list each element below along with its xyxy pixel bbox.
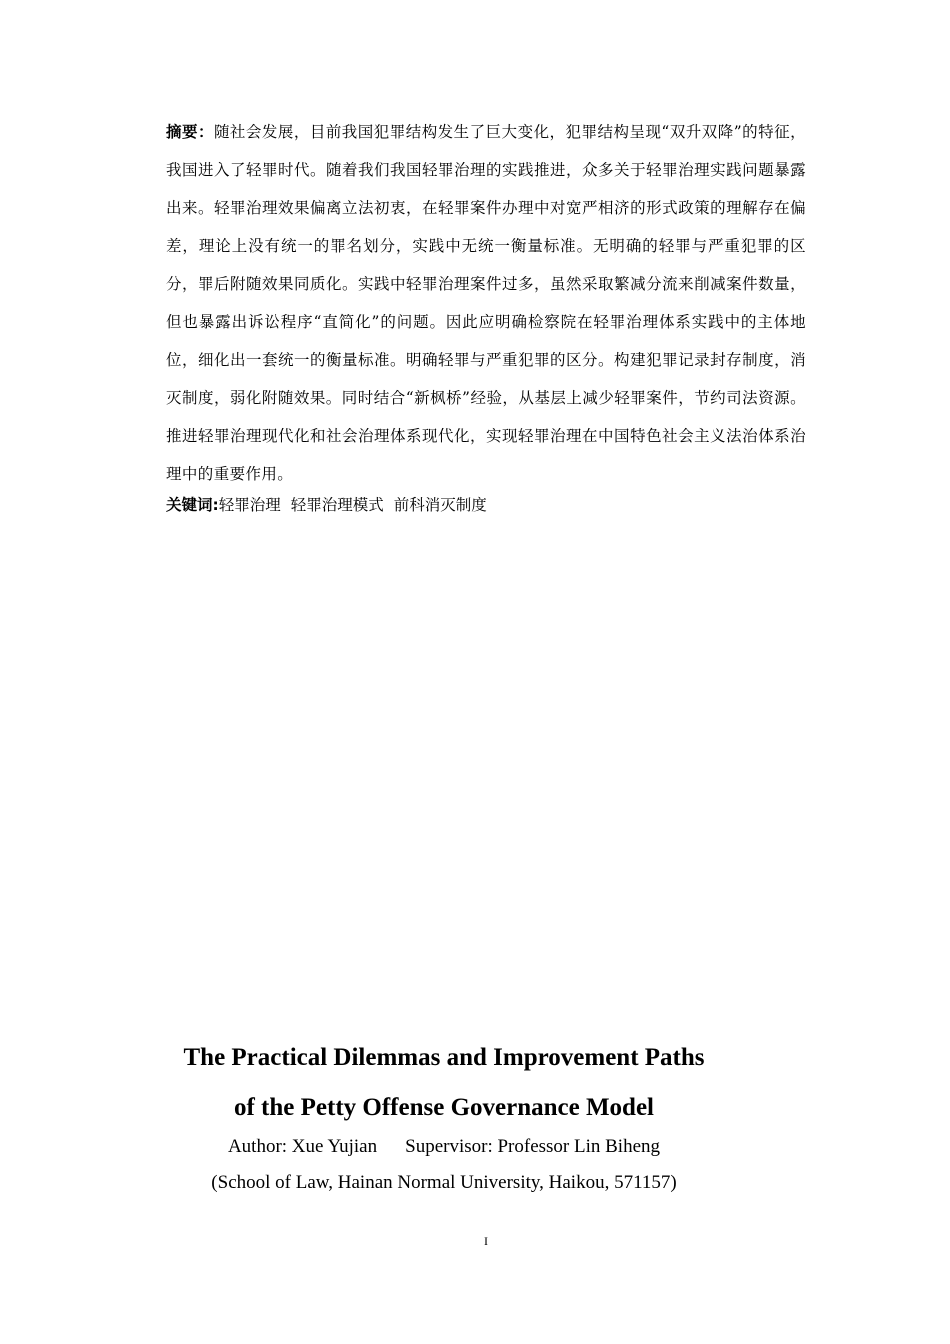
- abstract-label: 摘要：: [166, 123, 214, 141]
- keyword-item: 前科消灭制度: [393, 496, 487, 514]
- english-title-line-2: of the Petty Offense Governance Model: [233, 1094, 655, 1121]
- supervisor-name: Supervisor: Professor Lin Biheng: [405, 1136, 661, 1157]
- english-title-line-1: The Practical Dilemmas and Improvement Paths: [183, 1044, 705, 1071]
- author-name: Author: Xue Yujian: [227, 1136, 378, 1157]
- abstract-text: 随社会发展，目前我国犯罪结构发生了巨大变化，犯罪结构呈现“双升双降”的特征，我国进入了轻罪时代。随着我们我国轻罪治理的实践推进，众多关于轻罪治理实践问题暴露出来。轻罪治理效果偏离立法初衷，在轻罪案件办理中对宽严相济的形式政策的理解存在偏差，理论上没有统一的罪名划分，实践中无统一衡量标准。无明确的轻罪与严重犯罪的区分，罪后附随效果同质化。实践中轻罪治理案件过多，虽然采取繁减分流来削减案件数量，但也暴露出诉讼程序“直简化”的问题。因此应明确检察院在轻罪治理体系实践中的主体地位，细化出一套统一的衡量标准。明确轻罪与严重犯罪的区分。构建犯罪记录封存制度，消灭制度，弱化附随效果。同时结合“新枫桥”经验，从基层上减少轻罪案件，节约司法资源。推进轻罪治理现代化和社会治理体系现代化，实现轻罪治理在中国特色社会主义法治体系治理中的重要作用。: [166, 123, 806, 483]
- affiliation: (School of Law, Hainan Normal University, Haikou, 571157): [211, 1172, 677, 1193]
- page-number: I: [484, 1234, 488, 1248]
- author-line: [0, 1136, 888, 1158]
- keyword-item: 轻罪治理: [218, 496, 281, 514]
- keywords-label: 关键词:: [166, 496, 219, 514]
- keyword-item: 轻罪治理模式: [290, 496, 384, 514]
- abstract-paragraph: [166, 113, 806, 493]
- keywords-line: [166, 494, 806, 516]
